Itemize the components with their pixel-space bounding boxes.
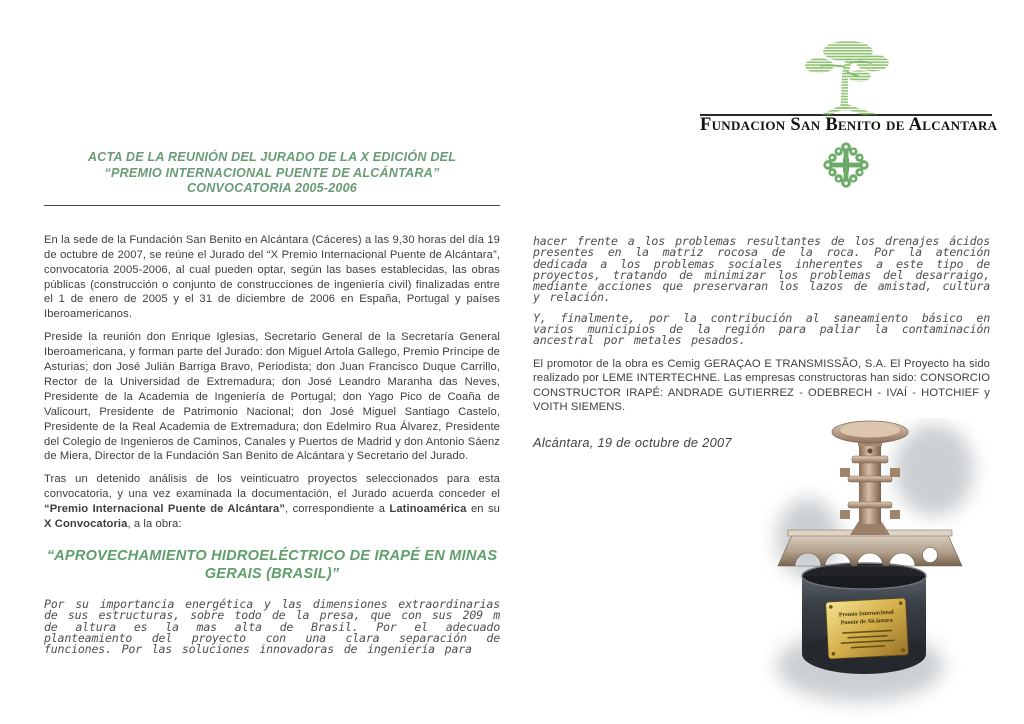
left-column	[44, 150, 500, 655]
citation-paragraph-1: Por su importancia energética y las dimensiones extraordinarias de sus estructuras, sobre todo de la presa, que con sus 209 m de altura es la mas alta de Brasil. Por el adecuado planteamiento del proyecto con una clara separación de funciones. Por las soluciones innovadoras de ingeniería para	[44, 597, 500, 657]
jury-paragraph: Preside la reunión don Enrique Iglesias, Secretario General de la Secretaría General Iberoamericana, y forman parte del Jurado: don Miguel Artola Gallego, Premio Príncipe de Asturias; don José Julián Barriga Bravo, Periodista; don Juan Francisco Duque Carrillo, Rector de la Universidad de Extremadura; don José Leandro Maranha das Neves, Presidente de la Academia de Ingeniería de Portugal; don Yago Pico de Coaña de Valicourt, Presidente de Patrimonio Nacional; don José Miguel Santiago Castelo, Presidente de la Real Academia de Extremadura; don Edelmiro Rua Álvarez, Presidente del Colegio de Ingenieros de Caminos, Canales y Puertos de Madrid y don Antonio Sáenz de Miera, Director de la Fundación San Benito de Alcántara y Secretario del Jurado.	[44, 331, 500, 463]
document-title-line3: CONVOCATORIA 2005-2006	[186, 181, 358, 196]
intro-paragraph: En la sede de la Fundación San Benito en Alcántara (Cáceres) a las 9,30 horas del día 19 de octubre de 2007, se reúne el Jurado del “X Premio Internacional Puente de Alcántara”, convocatoria 2005-2006, al cual pueden optar, según las bases establecidas, las obras públicas (construcción o conjunto de construcciones de ingeniería civil) finalizadas entre el 1 de enero de 2005 y el 31 de diciembre de 2006 en España, Portugal y países Iberoamericanos.	[44, 233, 500, 321]
document-title	[44, 150, 500, 197]
decision-text-2: , correspondiente a	[285, 503, 390, 516]
citation-paragraph-3: Y, finalmente, por la contribución al saneamiento básico en varios municipios de la región para paliar la contaminación ancestral por metales pesados.	[533, 310, 990, 348]
org-name: Fundacion San Benito de Alcantara	[700, 115, 998, 135]
decision-paragraph	[44, 472, 500, 532]
document-title-line1: ACTA DE LA REUNIÓN DEL JURADO DE LA X EDICIÓN DEL	[87, 150, 457, 164]
cross-of-alcantara-icon	[818, 139, 874, 191]
plaque-line-2: Puente de Alcántara	[840, 617, 893, 627]
promoter-paragraph: El promotor de la obra es Cemig GERAÇAO E TRANSMISSÃO, S.A. El Proyecto ha sido realizado por LEME INTERTECHNE. Las empresas constructoras han sido: CONSORCIO CONSTRUCTOR IRAPÉ: ANDRADE GUTIERREZ - ODEBRECH - IVAÍ - HOTCHIEF y VOITH SIEMENS.	[533, 357, 990, 414]
region-name: Latinoamérica	[389, 503, 467, 516]
award-title: “APROVECHAMIENTO HIDROELÉCTRICO DE IRAPÉ EN MINAS GERAIS (BRASIL)”	[46, 548, 498, 582]
decision-text-4: , a la obra:	[127, 518, 182, 531]
trophy-illustration	[762, 418, 1024, 718]
fundacion-logo	[700, 38, 998, 191]
tree-icon	[792, 38, 900, 118]
citation-paragraph-2: hacer frente a los problemas resultantes de los drenajes ácidos presentes en la matriz rocosa de la roca. Por la atención dedicada a los problemas sociales inherentes a este tipo de proyectos, tratando de minimizar los problemas del desarraigo, mediante acciones que preservaran los lazos de amistad, cultura y relación.	[533, 234, 990, 305]
title-underline	[44, 205, 500, 206]
edition-name: X Convocatoria	[44, 518, 128, 531]
decision-text-3: en su	[466, 503, 500, 516]
decision-text-1: Tras un detenido análisis de los veinticuatro proyectos seleccionados para esta convocatoria, y una vez examinada la documentación, el Jurado acuerda conceder el	[44, 473, 500, 501]
prize-name: “Premio Internacional Puente de Alcántara”	[44, 503, 285, 516]
trophy-plaque	[826, 598, 909, 659]
plaque-line-1: Premio Internacional	[838, 609, 894, 619]
dateline: Alcántara, 19 de octubre de 2007	[533, 435, 732, 451]
document-title-line2: “PREMIO INTERNACIONAL PUENTE DE ALCÁNTARA”	[104, 165, 440, 180]
trophy-photo	[762, 418, 1024, 718]
